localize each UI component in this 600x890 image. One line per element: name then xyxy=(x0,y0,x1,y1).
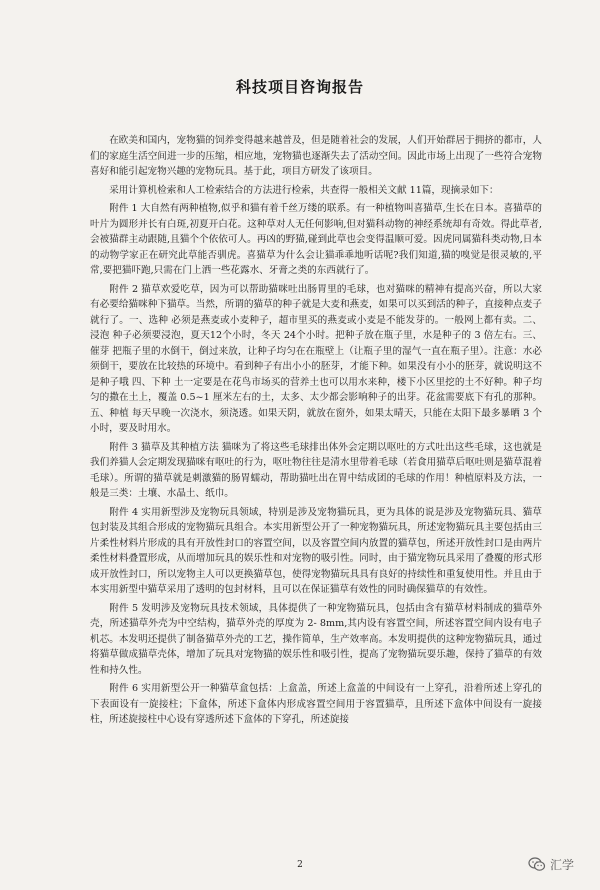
wechat-icon xyxy=(528,857,546,872)
watermark xyxy=(528,856,574,873)
paragraph-attachment-2: 附件 2 猫草欢爱吃草，因为可以帮助猫咪吐出肠胃里的毛球，也对猫咪的精神有提高兴奋，所以大家有必要给猫咪种下猫草。当然，所谓的猫草的种子就是大麦和燕麦，如果可以买到活的种子，直接种点麦子就行了。一、选种 必须是燕麦或小麦种子，超市里买的燕麦或小麦是不能发芽的。一般网上都有卖。二、浸泡 种子必须要浸泡，夏天12个小时，冬天 24个小时。把种子放在瓶子里，水是种子的 3 倍左右。三、催芽 把瓶子里的水倒干，倒过来放，让种子均匀在在瓶壁上（让瓶子里的湿气一直在瓶子里）。注意：水必须倒干，要放在比较热的环境中。看到种子有出小小的胚芽，才能下种。如果没有小小的胚芽，就说明这不是种子哦 四、下种 土一定要是在花鸟市场买的营养土也可以用水来种，楼下小区里挖的土不好种。种子均匀的撒在土上，覆盖 0.5~1 厘米左右的土，太多、太少都会影响种子的出芽。花盆需要底下有孔的那种。五、种植 每天早晚一次浇水，须浇透。如果天阴，就放在窗外，如果太晴天，只能在太阳下最多暴晒 3 个小时，要及时用水。 xyxy=(90,283,542,434)
report-body xyxy=(90,133,542,731)
paragraph-attachment-3: 附件 3 猫草及其种植方法 猫咪为了将这些毛球排出体外会定期以呕吐的方式吐出这些毛球，这也就是我们养猫人会定期发现猫咪有呕吐的行为，呕吐物往往是清水里带着毛球（若食用猫草后呕吐则是猫草混着毛球）。所谓的猫草就是刺激猫的肠胃蠕动，帮助猫吐出在胃中结成团的毛球的作用！种植原料及方法，一般是三类：土壤、水晶土、纸巾。 xyxy=(90,441,542,499)
page-number: 2 xyxy=(297,860,303,870)
paragraph-attachment-1: 附件 1 大自然有两种植物,似乎和猫有着千丝万缕的联系。有一种植物叫喜猫草,生长在日本。喜猫草的叶片为圆形并长有白斑,初夏开白花。这种草对人无任何影响,但对猫科动物的神经系统却有奇效。得此草者,会被猫群主动跟随,且猫个个依依可人。再凶的野猫,碰到此草也会变得温顺可爱。因虎同属猫科类动物,日本的动物学家正在研究此草能否驯虎。喜猫草为什么会让猫乖乖地听话呢?我们知道,猫的嗅觉是很灵敏的,平常,要把猫吓跑,只需在门上洒一些花露水、牙膏之类的东西就行了。 xyxy=(90,203,542,276)
paragraph-attachment-5: 附件 5 发明涉及宠物玩具技术领域，具体提供了一种宠物猫玩具，包括由含有猫草材料制成的猫草外壳，所述猫草外壳为中空结构，猫草外壳的厚度为 2- 8mm,其内设有容置空间，所述容置空间内设有电子机芯。本发明还提供了制备猫草外壳的工艺，操作简单，生产效率高。本发明提供的这种宠物猫玩具，通过将猫草做成猫草壳体，增加了玩具对宠物猫的娱乐性和吸引性，提高了宠物猫玩耍乐趣，保持了猫草的有效性和持久性。 xyxy=(90,602,542,676)
paragraph-attachment-4: 附件 4 实用新型涉及宠物玩具领域，特别是涉及宠物猫玩具，更为具体的说是涉及宠物猫玩具、猫草包封装及其组合形成的宠物猫玩具组合。本实用新型公开了一种宠物猫玩具，所述宠物猫玩具主要包括由三片柔性材料片形成的具有开放性封口的容置空间，以及容置空间内放置的猫草包，所述开放性封口是由两片柔性材料叠置形成，从而增加玩具的娱乐性和对宠物的吸引性。同时，由于猫宠物玩具采用了叠覆的形式形成开放性封口，所以宠物主人可以更换猫草包，使得宠物猫玩具具有良好的持续性和重复使用性。并且由于本实用新型中猫草采用了透明的包封材料，且可以在保证猫草有效性的同时确保猫草的有效性。 xyxy=(90,506,542,595)
paragraph-intro: 在欧美和国内，宠物猫的饲养变得越来越普及，但是随着社会的发展，人们开始群居于拥挤的都市，人们的家庭生活空间进一步的压缩，相应地，宠物猫也逐渐失去了活动空间。因此市场上出现了一些符合宠物喜好和能引起宠物兴趣的宠物玩具。基于此，项目方研发了该项目。 xyxy=(90,135,542,177)
paragraph-attachment-6: 附件 6 实用新型公开一种猫草盒包括：上盒盖，所述上盒盖的中间设有一上穿孔，沿着所述上穿孔的下表面设有一旋接柱；下盒体，所述下盒体内形成容置空间用于容置猫草，且所述下盒体中间设有一旋接柱，所述旋接柱中心设有穿透所述下盒体的下穿孔，所述旋接 xyxy=(90,683,542,725)
paragraph-method: 采用计算机检索和人工检索结合的方法进行检索，共查得一般相关文献 11篇，现摘录如下： xyxy=(109,184,499,196)
watermark-text: 汇学 xyxy=(550,858,575,872)
report-title: 科技项目咨询报告 xyxy=(235,78,364,96)
